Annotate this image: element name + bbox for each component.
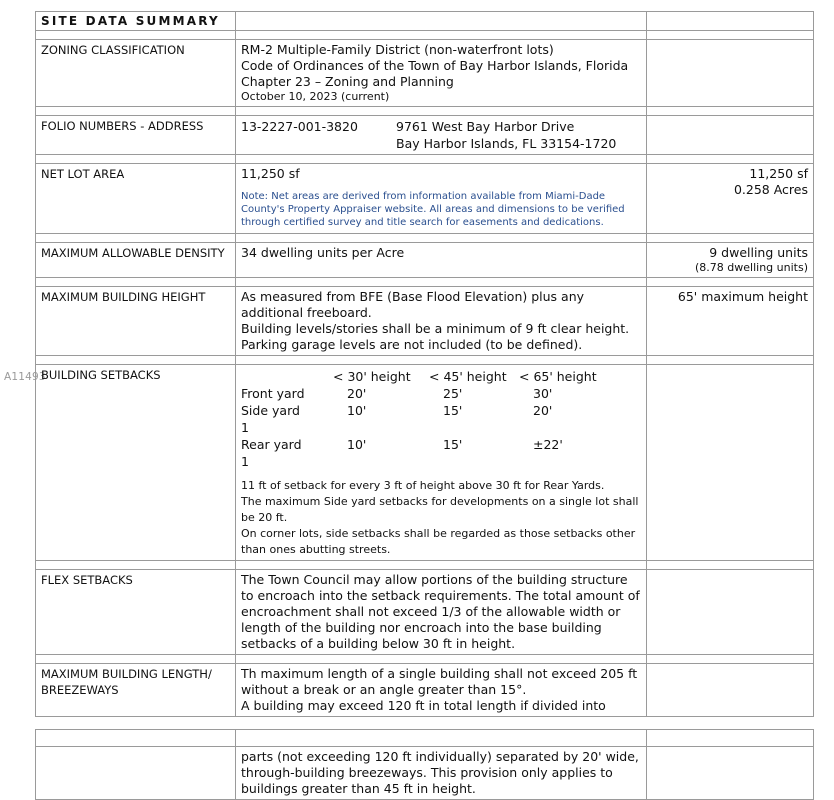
net-lot-note: Note: Net areas are derived from information available from Miami-Dade County's Property Appraiser website. All areas and dimensions to be verified through certified survey and title search for easements and dedications. bbox=[241, 191, 625, 228]
length-continued-row bbox=[36, 747, 814, 800]
setbacks-front-45: 25' bbox=[443, 386, 463, 401]
flex-label: FLEX SETBACKS bbox=[36, 570, 236, 655]
setbacks-front-30: 20' bbox=[347, 386, 367, 401]
setbacks-col-30: < 30' height bbox=[333, 369, 411, 384]
setbacks-note-2: The maximum Side yard setbacks for developments on a single lot shall be 20 ft. bbox=[241, 495, 639, 524]
height-text-3: Parking garage levels are not included (to be defined). bbox=[241, 337, 583, 352]
height-value bbox=[236, 287, 647, 356]
header-row bbox=[36, 12, 814, 31]
density-result-units: 9 dwelling units bbox=[709, 245, 808, 260]
net-lot-value-cell bbox=[236, 164, 647, 234]
net-lot-result-acres: 0.258 Acres bbox=[733, 182, 808, 197]
length-row bbox=[36, 664, 814, 717]
site-data-table-continued bbox=[35, 729, 814, 800]
folio-address-line-2: Bay Harbor Islands, FL 33154-1720 bbox=[396, 136, 617, 151]
setbacks-col-45: < 45' height bbox=[429, 369, 507, 384]
setbacks-note-1: 11 ft of setback for every 3 ft of height above 30 ft for Rear Yards. bbox=[241, 479, 605, 492]
page-break bbox=[35, 717, 813, 729]
folio-row bbox=[36, 116, 814, 155]
net-lot-value: 11,250 sf bbox=[241, 166, 300, 181]
flex-value: The Town Council may allow portions of the building structure to encroach into the setback requirements. The total amount of encroachment shall not exceed 1/3 of the allowable width or length of the building nor encroach into the base building setbacks of a building below 30 ft in height. bbox=[236, 570, 647, 655]
setbacks-value bbox=[236, 365, 647, 561]
zoning-line-2: Code of Ordinances of the Town of Bay Harbor Islands, Florida bbox=[241, 58, 629, 73]
folio-value bbox=[236, 116, 647, 155]
net-lot-row bbox=[36, 164, 814, 234]
site-data-table bbox=[35, 11, 814, 717]
table-title: SITE DATA SUMMARY bbox=[36, 12, 236, 31]
length-label: MAXIMUM BUILDING LENGTH/ BREEZEWAYS bbox=[36, 664, 236, 717]
length-text-2: A building may exceed 120 ft in total length if divided into bbox=[241, 698, 606, 713]
setbacks-rear-label: Rear yard 1 bbox=[241, 437, 302, 469]
watermark-text: A11493 bbox=[4, 371, 46, 383]
density-result bbox=[647, 243, 814, 278]
length-value bbox=[236, 664, 647, 717]
folio-number: 13-2227-001-3820 bbox=[241, 119, 358, 134]
height-row bbox=[36, 287, 814, 356]
setbacks-note-3: On corner lots, side setbacks shall be regarded as those setbacks other than ones abutting streets. bbox=[241, 527, 636, 556]
setbacks-side-30: 10' bbox=[347, 403, 367, 418]
net-lot-label: NET LOT AREA bbox=[36, 164, 236, 234]
setbacks-side-65: 20' bbox=[533, 403, 553, 418]
setbacks-side-label: Side yard 1 bbox=[241, 403, 300, 435]
setbacks-front-65: 30' bbox=[533, 386, 553, 401]
zoning-value bbox=[236, 40, 647, 107]
setbacks-rear-30: 10' bbox=[347, 437, 367, 452]
height-text-2: Building levels/stories shall be a minimum of 9 ft clear height. bbox=[241, 321, 630, 336]
zoning-line-3: Chapter 23 – Zoning and Planning bbox=[241, 74, 454, 89]
zoning-label: ZONING CLASSIFICATION bbox=[36, 40, 236, 107]
setbacks-front-label: Front yard bbox=[241, 386, 305, 401]
length-continued-value: parts (not exceeding 120 ft individually) separated by 20' wide, through-building breezeways. This provision only applies to buildings greater than 45 ft in height. bbox=[236, 747, 647, 800]
density-label: MAXIMUM ALLOWABLE DENSITY bbox=[36, 243, 236, 278]
setbacks-row bbox=[36, 365, 814, 561]
setbacks-label: BUILDING SETBACKS bbox=[36, 365, 236, 561]
zoning-line-1: RM-2 Multiple-Family District (non-waterfront lots) bbox=[241, 42, 554, 57]
density-result-exact: (8.78 dwelling units) bbox=[695, 261, 808, 274]
net-lot-result bbox=[647, 164, 814, 234]
flex-row bbox=[36, 570, 814, 655]
site-data-summary-document bbox=[35, 11, 813, 800]
height-result: 65' maximum height bbox=[647, 287, 814, 356]
setbacks-side-45: 15' bbox=[443, 403, 463, 418]
height-text-1: As measured from BFE (Base Flood Elevation) plus any additional freeboard. bbox=[241, 289, 585, 320]
setbacks-rear-45: 15' bbox=[443, 437, 463, 452]
setbacks-grid bbox=[241, 368, 641, 470]
setbacks-rear-65: ±22' bbox=[533, 437, 563, 452]
length-text-1: Th maximum length of a single building shall not exceed 205 ft without a break or an angle greater than 15°. bbox=[241, 666, 638, 697]
zoning-line-4: October 10, 2023 (current) bbox=[241, 90, 390, 103]
height-label: MAXIMUM BUILDING HEIGHT bbox=[36, 287, 236, 356]
zoning-row bbox=[36, 40, 814, 107]
density-value: 34 dwelling units per Acre bbox=[236, 243, 647, 278]
density-row bbox=[36, 243, 814, 278]
setbacks-col-65: < 65' height bbox=[519, 369, 597, 384]
folio-address-line-1: 9761 West Bay Harbor Drive bbox=[396, 119, 575, 134]
folio-label: FOLIO NUMBERS - ADDRESS bbox=[36, 116, 236, 155]
net-lot-result-sf: 11,250 sf bbox=[749, 166, 808, 181]
